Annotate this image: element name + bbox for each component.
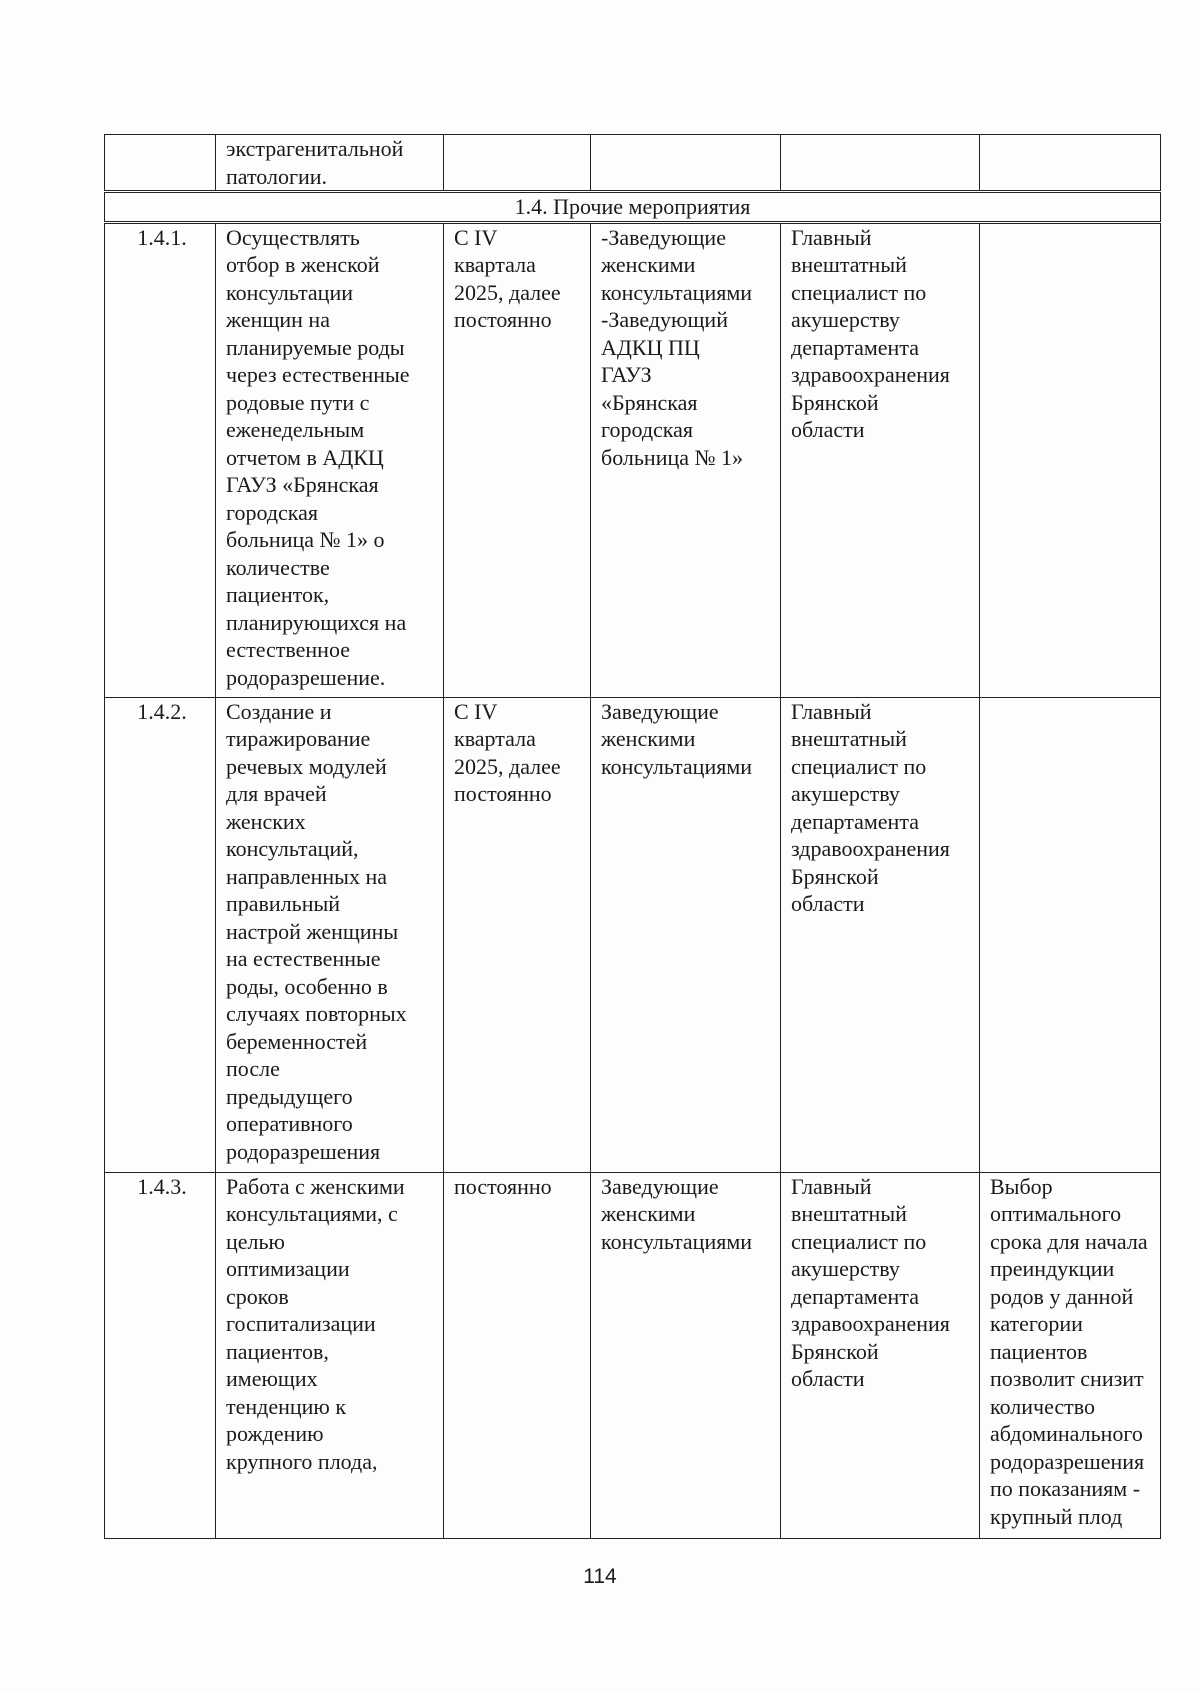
cell-measure: экстрагенитальной патологии. <box>216 135 444 192</box>
cell-result <box>980 135 1161 192</box>
row-measure: Создание и тиражирование речевых модулей для врачей женских консультаций, направленных на правильный настрой женщины на естественные роды, особенно в случаях повторных беременностей после предыдущего оперативного родоразрешения <box>216 697 444 1172</box>
row-result: Выбор оптимального срока для начала преиндукции родов у данной категории пациентов позволит снизит количество абдоминального родоразрешения по показаниям - крупный плод <box>980 1172 1161 1538</box>
table-row <box>105 697 1161 1172</box>
cell-number <box>105 135 216 192</box>
row-number: 1.4.3. <box>105 1172 216 1538</box>
row-controller: Главный внештатный специалист по акушерству департамента здравоохранения Брянской области <box>781 1172 980 1538</box>
row-number: 1.4.2. <box>105 697 216 1172</box>
table-row <box>105 1172 1161 1538</box>
cell-term <box>444 135 591 192</box>
section-heading: 1.4. Прочие мероприятия <box>105 192 1161 223</box>
row-term: С IV квартала 2025, далее постоянно <box>444 222 591 697</box>
row-result <box>980 222 1161 697</box>
row-controller: Главный внештатный специалист по акушерству департамента здравоохранения Брянской области <box>781 697 980 1172</box>
cell-controller <box>781 135 980 192</box>
row-responsible: Заведующие женскими консультациями <box>591 697 781 1172</box>
row-term: С IV квартала 2025, далее постоянно <box>444 697 591 1172</box>
table-row <box>105 222 1161 697</box>
cell-responsible <box>591 135 781 192</box>
measures-table <box>104 134 1161 1539</box>
row-result <box>980 697 1161 1172</box>
row-measure: Осуществлять отбор в женской консультации женщин на планируемые роды через естественные родовые пути с еженедельным отчетом в АДКЦ ГАУЗ «Брянская городская больница № 1» о количестве пациенток, планирующихся на естественное родоразрешение. <box>216 222 444 697</box>
row-number: 1.4.1. <box>105 222 216 697</box>
row-controller: Главный внештатный специалист по акушерству департамента здравоохранения Брянской области <box>781 222 980 697</box>
section-heading-row <box>105 192 1161 223</box>
table-row-continuation <box>105 135 1161 192</box>
row-responsible: -Заведующие женскими консультациями -Заведующий АДКЦ ПЦ ГАУЗ «Брянская городская больница № 1» <box>591 222 781 697</box>
page-number: 114 <box>583 1565 617 1588</box>
row-responsible: Заведующие женскими консультациями <box>591 1172 781 1538</box>
row-term: постоянно <box>444 1172 591 1538</box>
row-measure: Работа с женскими консультациями, с целью оптимизации сроков госпитализации пациентов, имеющих тенденцию к рождению крупного плода, <box>216 1172 444 1538</box>
